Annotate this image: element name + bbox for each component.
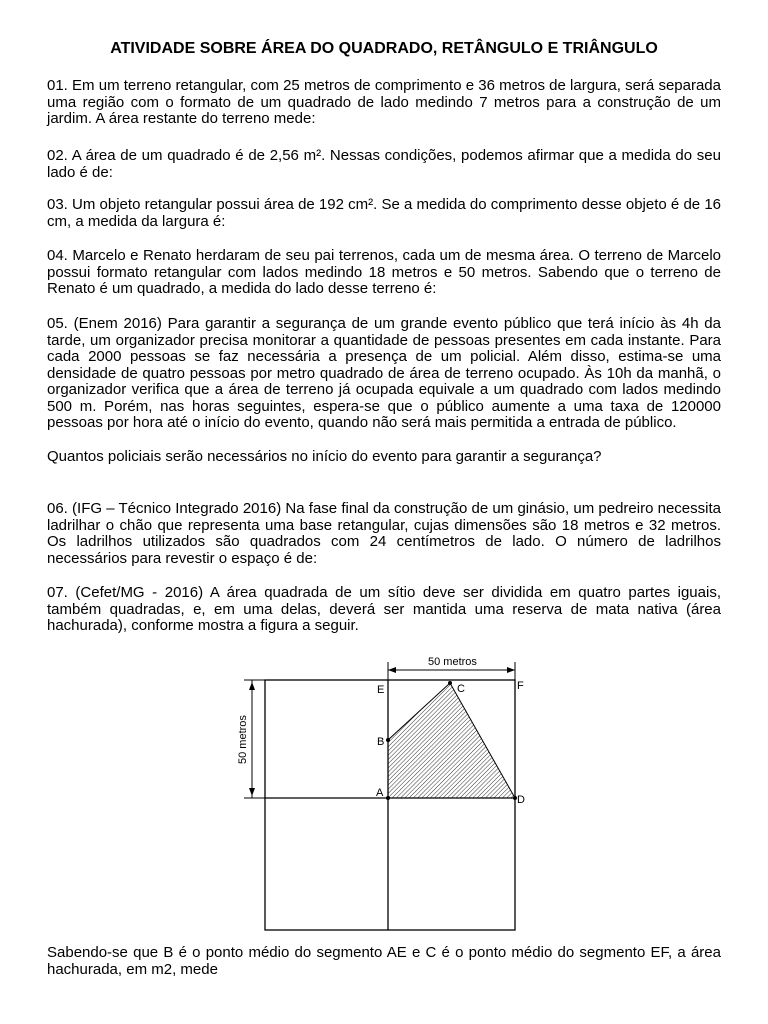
label-e: E xyxy=(377,684,385,696)
question-04 xyxy=(47,248,721,298)
label-a: A xyxy=(376,787,384,799)
point-a-dot xyxy=(386,796,390,800)
question-prompt: Sabendo-se que B é o ponto médio do segmento AE e C é o ponto médio do segmento EF, a área hachurada, em m2, mede xyxy=(47,944,721,978)
point-b-dot xyxy=(386,738,390,742)
question-07-prompt xyxy=(47,945,721,978)
question-05 xyxy=(47,316,721,465)
question-01 xyxy=(47,78,721,128)
question-07 xyxy=(47,585,721,635)
arrow-down-icon xyxy=(249,788,255,796)
question-text: 03. Um objeto retangular possui área de 192 cm². Se a medida do comprimento desse objeto é de 16 cm, a medida da largura é: xyxy=(47,196,721,230)
top-dimension-label: 50 metros xyxy=(428,656,477,668)
question-text: 02. A área de um quadrado é de 2,56 m². Nessas condições, podemos afirmar que a medida do seu lado é de: xyxy=(47,147,721,181)
question-06 xyxy=(47,501,721,567)
label-d: D xyxy=(517,794,525,806)
label-b: B xyxy=(377,736,385,748)
label-c: C xyxy=(457,683,465,695)
question-text: 04. Marcelo e Renato herdaram de seu pai terrenos, cada um de mesma área. O terreno de Marcelo possui formato retangular com lados medindo 18 metros e 50 metros. Sabendo que o terreno de Renato é um quadrado, a medida do lado desse terreno é: xyxy=(47,247,721,297)
arrow-up-icon xyxy=(249,682,255,690)
diagram-svg xyxy=(230,650,530,940)
arrow-left-icon xyxy=(388,667,396,673)
side-dimension-label: 50 metros xyxy=(237,715,249,764)
land-diagram xyxy=(230,650,530,945)
question-text: 06. (IFG – Técnico Integrado 2016) Na fase final da construção de um ginásio, um pedreiro necessita ladrilhar o chão que representa uma base retangular, cujas dimensões são 18 metros e 32 metros. Os ladrilhos utilizados são quadrados com 24 centímetros de lado. O número de ladrilhos necessários para revestir o espaço é de: xyxy=(47,500,721,567)
arrow-right-icon xyxy=(507,667,515,673)
point-c-dot xyxy=(448,681,452,685)
question-03 xyxy=(47,197,721,230)
question-text: 05. (Enem 2016) Para garantir a segurança de um grande evento público que terá início às 4h da tarde, um organizador precisa monitorar a quantidade de pessoas presentes em cada instante. Para cada 2000 pessoas se faz necessária a presença de um policial. Além disso, estima-se uma densidade de quatro pessoas por metro quadrado de área de terreno ocupado. Às 10h da manhã, o organizador verifica que a área de terreno já ocupada equivale a um quadrado com lados medindo 500 m. Porém, nas horas seguintes, espera-se que o público aumente a uma taxa de 120000 pessoas por hora até o início do evento, quando não será mais permitida a entrada de público. xyxy=(47,315,721,431)
question-prompt: Quantos policiais serão necessários no início do evento para garantir a segurança? xyxy=(47,447,602,465)
question-02 xyxy=(47,148,721,181)
question-text: 01. Em um terreno retangular, com 25 metros de comprimento e 36 metros de largura, será separada uma região com o formato de um quadrado de lado medindo 7 metros para a construção de um jardim. A área restante do terreno mede: xyxy=(47,77,721,127)
question-text: 07. (Cefet/MG - 2016) A área quadrada de um sítio deve ser dividida em quatro partes iguais, também quadradas, e, em uma delas, deverá ser mantida uma reserva de mata nativa (área hachurada), conforme mostra a figura a seguir. xyxy=(47,584,721,634)
page-title: ATIVIDADE SOBRE ÁREA DO QUADRADO, RETÂNGULO E TRIÂNGULO xyxy=(110,40,658,57)
outer-square xyxy=(265,680,515,930)
label-f: F xyxy=(517,680,524,692)
hatched-area xyxy=(388,683,515,798)
